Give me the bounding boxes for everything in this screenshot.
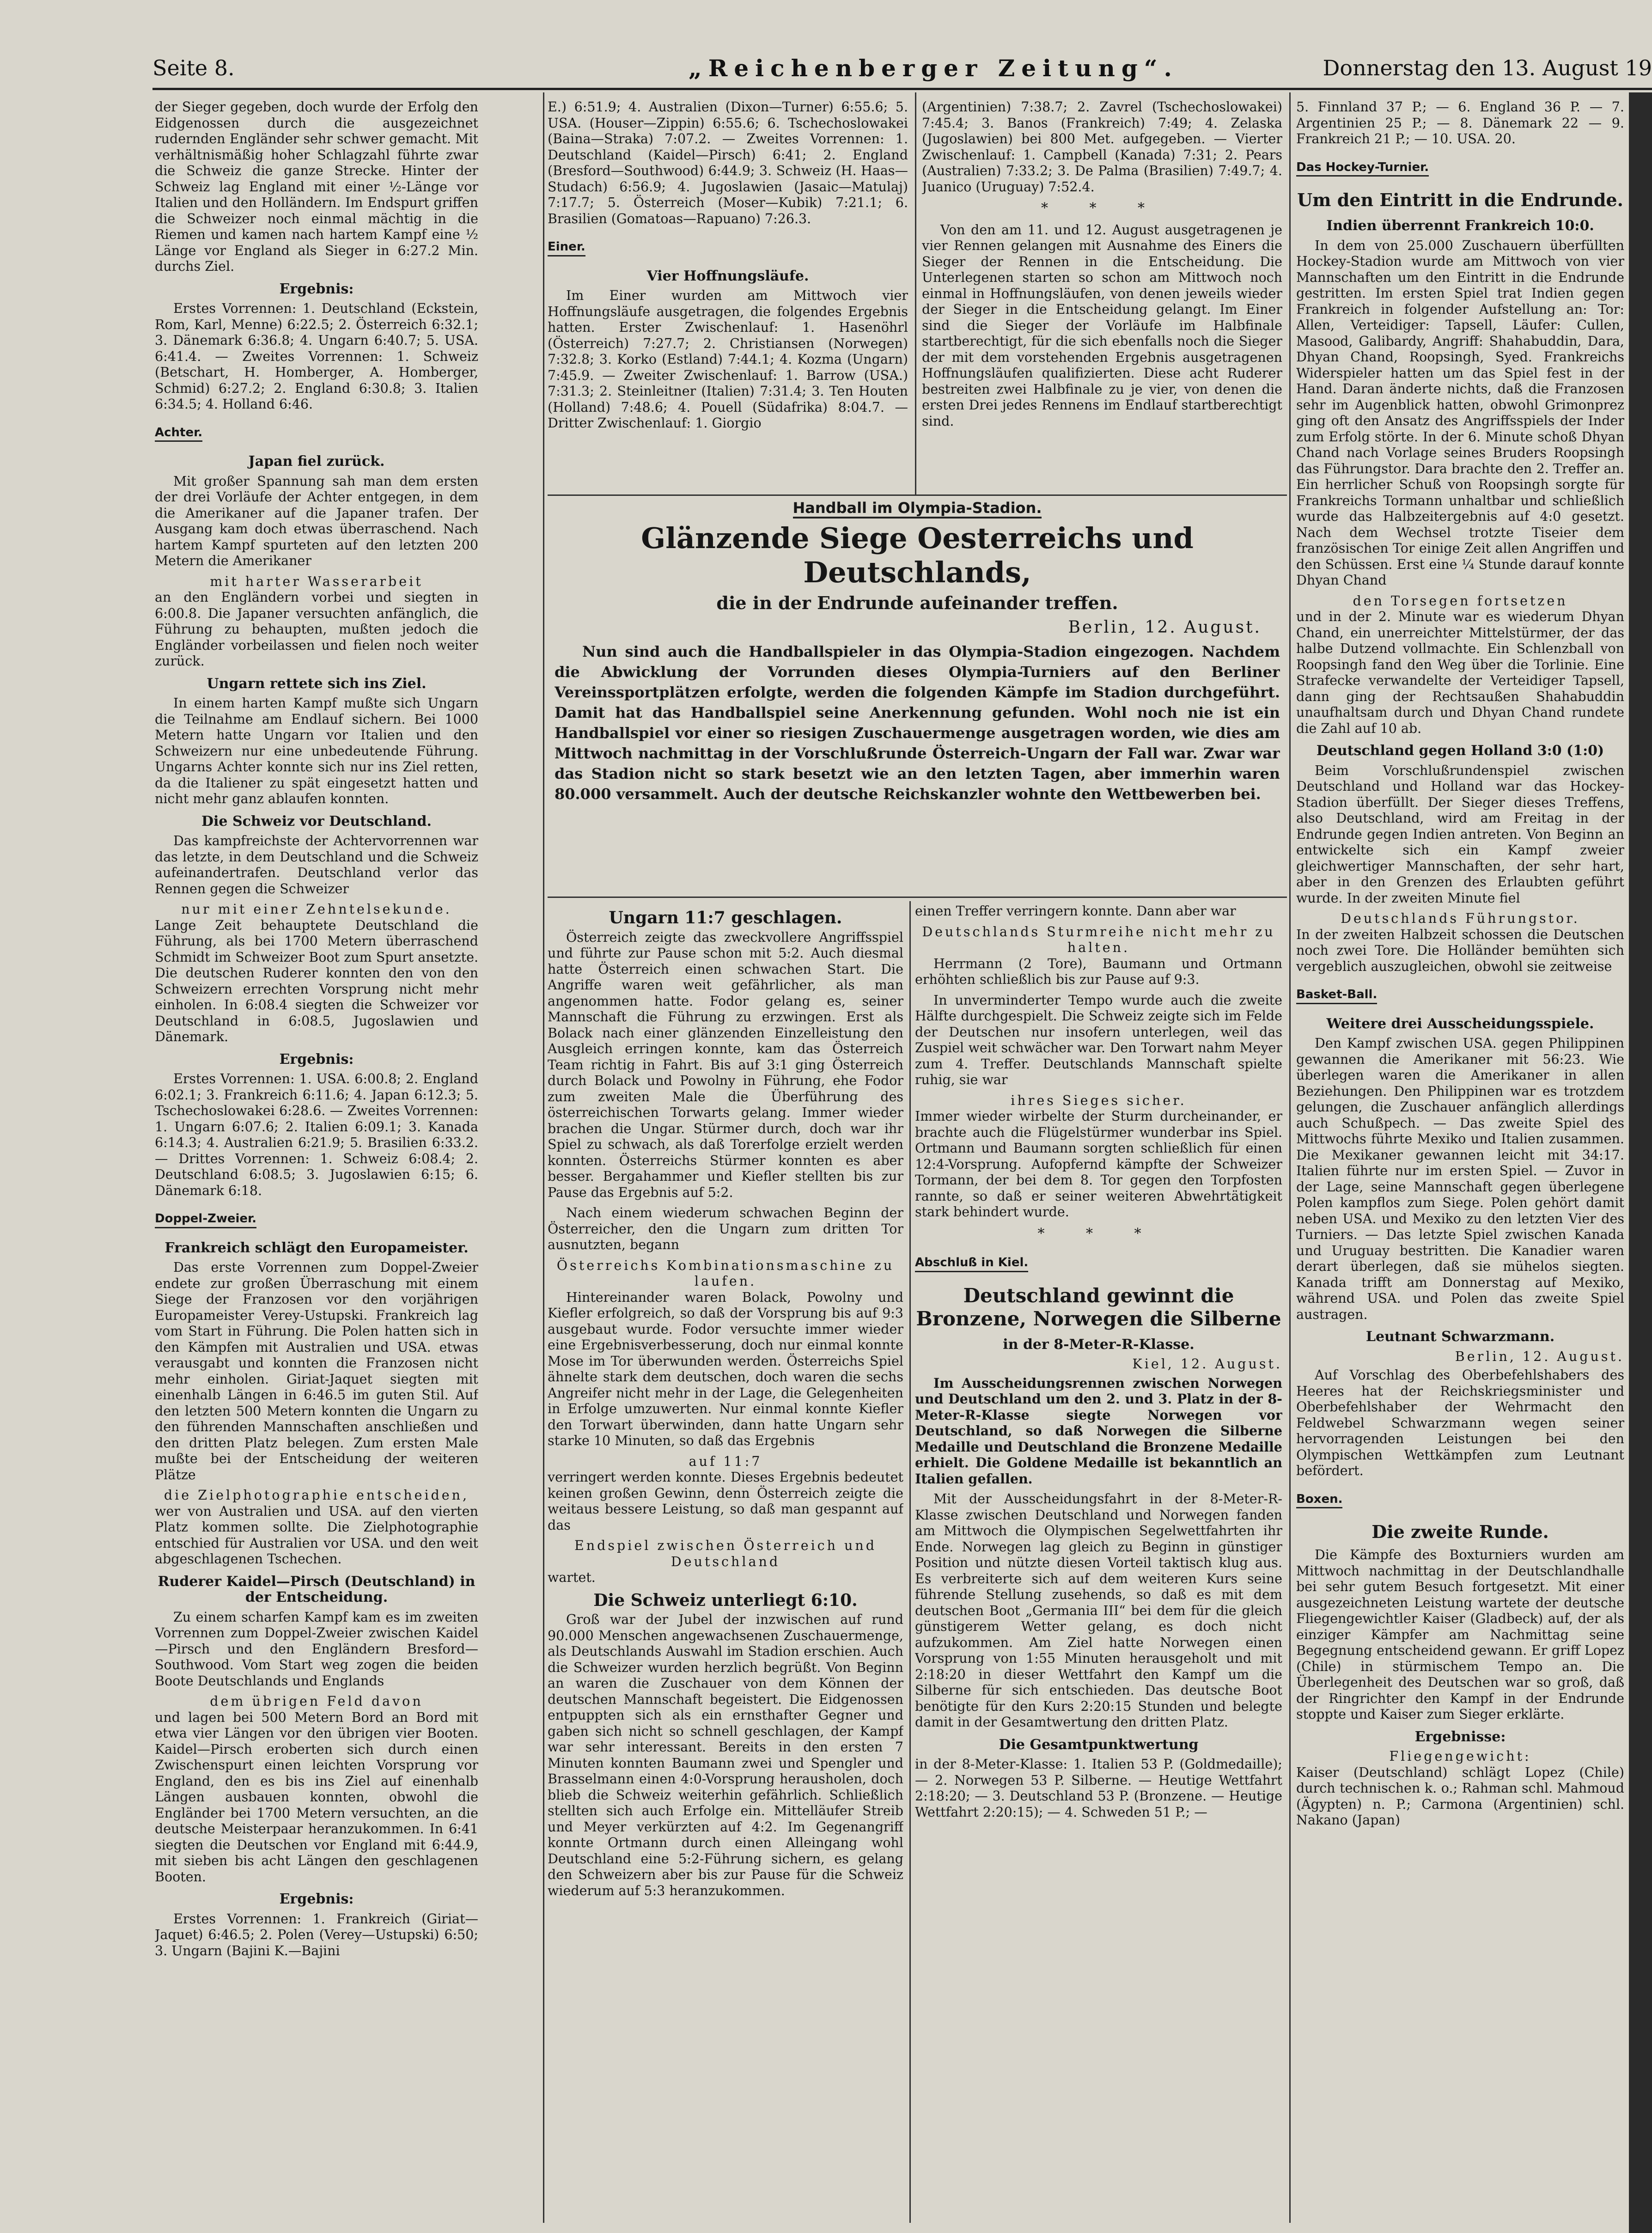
headline-schweiz-unterliegt: Die Schweiz unterliegt 6:10.	[593, 1590, 858, 1610]
article-text: Mit der Ausscheidungsfahrt in der 8-Meter-R-Klasse zwischen Deutschland und Norwegen fanden am Mittwoch die Olympischen Segelwettfahrten ihr Ende. Norwegen lag gleich zu Beginn in günstiger Position und nützte diesen Vorteil taktisch klug aus. Es verbreiterte sich auf dem weiteren Kurs seine führende Stellung zusehends, so daß es mit dem deutschen Boot „Germania III“ bei dem für die gleich günstigerem Wetter gelang, es doch nicht aufzukommen. Am Ziel hatte Norwegen einen Vorsprung von 1:55 Minuten herausgeholt und mit 2:18:20 in dieser Wettfahrt den Kampf um die Silberne für sich entschieden. Das deutsche Boot benötigte für den Kurs 2:20:15 Stunden und belegte damit in der Gesamtwertung den dritten Platz.	[915, 1491, 1282, 1730]
section-heading-einer: Einer.	[548, 239, 585, 256]
article-rule	[548, 494, 1287, 496]
headline-basket: Weitere drei Ausscheidungsspiele.	[1326, 1015, 1594, 1032]
subheadline-handball: die in der Endrunde aufeinander treffen.	[716, 592, 1118, 613]
result-label: Ergebnisse:	[1414, 1728, 1506, 1745]
dateline: Kiel, 12. August.	[1132, 1356, 1282, 1372]
spaced-line: Endspiel zwischen Österreich und Deutschland	[574, 1538, 877, 1569]
column-rule	[915, 92, 916, 494]
headline-ungarn-geschlagen: Ungarn 11:7 geschlagen.	[609, 908, 842, 927]
result-label: Ergebnis:	[279, 1891, 354, 1907]
headline-eintritt: Um den Eintritt in die Endrunde.	[1297, 189, 1623, 210]
article-text: Nach einem wiederum schwachen Beginn der Österreicher, den die Ungarn zum dritten Tor ausnutzten, begann	[548, 1205, 903, 1252]
spaced-line: den Torsegen fortsetzen	[1353, 593, 1568, 609]
article-text: Im Einer wurden am Mittwoch vier Hoffnungsläufe ausgetragen, die folgendes Ergebnis hatten. Erster Zwischenlauf: 1. Hasenöhrl (Österreich) 7:27.7; 2. Christiansen (Norwegen) 7:32.8; 3. Korko (Estland) 7:44.1; 4. Kozma (Ungarn) 7:45.9. — Zweiter Zwischenlauf: 1. Barrow (USA.) 7:31.3; 2. Steinleitner (Italien) 7:31.4; 3. Ten Houten (Holland) 7:48.6; 4. Pouell (Südafrika) 8:04.7. — Dritter Zwischenlauf: 1. Giorgio	[548, 288, 908, 431]
article-text: wartet.	[548, 1570, 596, 1585]
section-heading-achter: Achter.	[155, 425, 202, 442]
article-text: Zu einem scharfen Kampf kam es im zweiten Vorrennen zum Doppel-Zweier zwischen Kaidel—Pirsch und den Engländern Bresford—Southwood. Vom Start weg zogen die beiden Boote Deutschlands und Englands	[155, 1609, 478, 1689]
article-text: In dem von 25.000 Zuschauern überfüllten Hockey-Stadion wurde am Mittwoch von vier Mannschaften um den Eintritt in die Endrunde gestritten. Im ersten Spiel trat Indien gegen Frankreich in folgender Aufstellung an: Tor: Allen, Verteidiger: Tapsell, Läufer: Cullen, Masood, Galibardy, Angriff: Shahabuddin, Dara, Dhyan Chand, Roopsingh, Syed. Frankreichs Widerspieler hatten um das Spiel fest in der Hand. Daran änderte nichts, daß die Franzosen sehr im Augenblick hatten, obwohl Grimonprez ging oft den Ansatz des Angriffsspiels der Inder zum Erfolg störte. In der 6. Minute schoß Dhyan Chand nach Vorlage seines Bruders Roopsingh das Führungstor. Dara brachte den 2. Treffer an. Ein herrlicher Schuß von Roopsingh sorgte für Frankreichs Tormann unhaltbar und schließlich wurde das Halbzeitergebnis auf 4:0 gesetzt. Nach dem Wechsel trotzte Tiseier dem französischen Tor einige Zeit allen Angriffen und den Schüssen. Erst eine ¼ Stunde darauf konnte Dhyan Chand	[1296, 238, 1624, 588]
result-label: Ergebnis:	[279, 281, 354, 297]
column-1	[155, 99, 478, 2216]
article-text: In unverminderter Tempo wurde auch die zweite Hälfte durchgespielt. Die Schweiz zeigte sich im Felde der Deutschen nur insofern unterlegen, weil das Zuspiel weit schwächer war. Den Torwart nahm Meyer zum 4. Treffer. Deutschlands Mannschaft spielte ruhig, sie war	[915, 992, 1282, 1087]
article-text: Hintereinander waren Bolack, Powolny und Kiefler erfolgreich, so daß der Vorsprung bis auf 9:3 ausgebaut wurde. Fodor versuchte immer wieder eine Ergebnisverbesserung, doch nur einmal konnte Mose im Tor überwunden werden. Österreichs Spiel ähnelte stark dem deutschen, doch waren die sechs Angreifer nicht mehr in der Lage, die Gelegenheiten in Erfolge umzuwerten. Nur einmal konnte Kiefler den Torwart überwinden, dann hatte Ungarn sehr starke 10 Minuten, so daß das Ergebnis	[548, 1289, 903, 1448]
headline-runde: Die zweite Runde.	[1372, 1521, 1549, 1542]
article-text: In der zweiten Halbzeit schossen die Deutschen noch zwei Tore. Die Holländer bemühten sich vergeblich auszugleichen, obwohl sie zeitweise	[1296, 927, 1624, 974]
article-text: und lagen bei 500 Metern Bord an Bord mit etwa vier Längen vor den übrigen vier Booten. Kaidel—Pirsch eroberten sich durch einen Zwischenspurt einen leichten Vorsprung vor England, den es bis ins Ziel auf einenhalb Längen ausbauen konnten, obwohl die Engländer bei 1700 Metern versuchten, an die deutsche Meisterpaar heranzukommen. In 6:41 siegten die Deutschen vor England mit 6:44.9, mit sieben bis acht Längen den geschlagenen Booten.	[155, 1709, 478, 1885]
spaced-line: Deutschlands Sturmreihe nicht mehr zu halten.	[922, 924, 1275, 955]
article-text: In einem harten Kampf mußte sich Ungarn die Teilnahme am Endlauf sichern. Bei 1000 Metern hatte Ungarn vor Italien und den Schweizern nur eine unbedeutende Führung. Ungarns Achter konnte sich nur ins Ziel retten, da die Italiener zu spät eingesetzt hatten und nicht mehr ganz ablaufen konnten.	[155, 696, 478, 806]
article-text: wer von Australien und USA. auf den vierten Platz kommen sollte. Die Zielphotographie entschied für Australien vor USA. und den weit abgeschlagenen Tschechen.	[155, 1503, 478, 1567]
article-text: der Sieger gegeben, doch wurde der Erfolg den Eidgenossen durch die ausgezeichnet rudernden Engländer sehr schwer gemacht. Mit verhältnismäßig hoher Schlagzahl führte zwar die Schweiz die ganze Strecke. Hinter der Schweiz lag England mit einer ½-Länge vor Italien und den Holländern. Im Endspurt griffen die Schweizer noch einmal mächtig in die Riemen und kamen nach hartem Kampf eine ½ Länge vor England als Sieger in 6:27.2 Min. durchs Ziel.	[155, 99, 478, 274]
column-rule	[543, 92, 544, 2223]
headline-frankreich: Frankreich schlägt den Europameister.	[165, 1239, 469, 1256]
headline-hoffnung: Vier Hoffnungsläufe.	[646, 268, 809, 284]
article-text: Österreich zeigte das zweckvollere Angriffsspiel und führte zur Pause schon mit 5:2. Auch diesmal hatte Österreich einen schwachen Start. Die Angriffe waren weit gefährlicher, als man angenommen hatte. Fodor gelang es, seiner Mannschaft die Führung zu erzwingen. Erst als Bolack nach einer glänzenden Einzelleistung den Ausgleich erringen konnte, kam das Österreich Team richtig in Fahrt. Bis auf 3:1 ging Österreich durch Bolack und Powolny in Führung, ehe Fodor zum zweiten Male die Überführung des österreichischen Torwarts gelang. Immer wieder brachen die Ungar. Stürmer durch, doch war ihr Spiel zu schwach, als daß Torerfolge erzielt werden konnten. Österreichs Stürmer konnten es aber besser. Bergahammer und Kiefler stellten bis zur Pause das Ergebnis auf 5:2.	[548, 929, 903, 1200]
column-2	[548, 99, 908, 469]
spaced-line: mit harter Wasserarbeit	[210, 574, 423, 589]
spaced-line: nur mit einer Zehntelsekunde.	[181, 902, 452, 917]
result-text: 5. Finnland 37 P.; — 6. England 36 P. — 7. Argentinien 25 P.; — 8. Dänemark 22 — 9. Frankreich 21 P.; — 10. USA. 20.	[1296, 99, 1624, 146]
result-text: Erstes Vorrennen: 1. Deutschland (Eckstein, Rom, Karl, Menne) 6:22.5; 2. Österreich 6:32.1; 3. Dänemark 6:36.8; 4. Ungarn 6:40.7; 5. USA. 6:41.4. — Zweites Vorrennen: 1. Schweiz (Betschart, H. Homberger, A. Homberger, Schmid) 6:27.2; 2. England 6:30.8; 3. Italien 6:34.5; 4. Holland 6:46.	[155, 301, 478, 412]
spaced-line: dem übrigen Feld davon	[210, 1694, 423, 1709]
headline-schwarzmann: Leutnant Schwarzmann.	[1365, 1329, 1555, 1345]
headline-bronze: Deutschland gewinnt die Bronzene, Norwegen die Silberne	[916, 1284, 1281, 1330]
column-rule	[909, 901, 911, 2223]
column-5	[915, 903, 1282, 2225]
scan-edge	[1629, 92, 1652, 2233]
result-text: Kaiser (Deutschland) schlägt Lopez (Chile) durch technischen k. o.; Rahman schl. Mahmoud (Ägypten) n. P.; Carmona (Argentinien) schl. Nakano (Japan)	[1296, 1764, 1624, 1828]
result-text: Erstes Vorrennen: 1. Frankreich (Giriat—Jaquet) 6:46.5; 2. Polen (Verey—Ustupski) 6:50; 3. Ungarn (Bajini K.—Bajini	[155, 1911, 478, 1958]
separator-stars: * * *	[1041, 200, 1164, 216]
weight-class-label: Fliegengewicht:	[1389, 1749, 1531, 1764]
page-header	[152, 51, 1652, 90]
headline-indien: Indien überrennt Frankreich 10:0.	[1326, 218, 1594, 234]
result-label: Ergebnis:	[279, 1051, 354, 1068]
headline-gesamt: Die Gesamtpunktwertung	[999, 1736, 1199, 1753]
section-heading-handball: Handball im Olympia-Stadion.	[555, 499, 1280, 517]
dateline: Berlin, 12. August.	[1068, 618, 1262, 637]
section-heading-kiel: Abschluß in Kiel.	[915, 1255, 1028, 1272]
separator-stars: * * *	[1037, 1225, 1160, 1242]
article-text: Das erste Vorrennen zum Doppel-Zweier endete zur großen Überraschung mit einem Siege der Franzosen vor den vorjährigen Europameister Verey-Ustupski. Frankreich lag vom Start in Führung. Die Polen hatten sich in den Kämpfen mit Australien und USA. etwas verausgabt und konnten die Franzosen nicht mehr einholen. Giriat-Jaquet siegten mit einenhalb Längen in 6:46.5 im guten Stil. Auf den letzten 500 Metern konnten die Ungarn zu den führenden Mannschaften anschließen und den dritten Platz belegen. Zum ersten Male mußte bei der Entscheidung der weiteren Plätze	[155, 1260, 478, 1483]
result-text: E.) 6:51.9; 4. Australien (Dixon—Turner) 6:55.6; 5. USA. (Houser—Zippin) 6:55.6; 6. Tschechoslowakei (Baina—Straka) 7:07.2. — Zweites Vorrennen: 1. Deutschland (Kaidel—Pirsch) 6:41; 2. England (Bresford—Southwood) 6:44.9; 3. Schweiz (H. Haas—Studach) 6:56.9; 4. Jugoslawien (Jasaic—Matulaj) 7:17.7; 5. Österreich (Moser—Kubik) 7:21.1; 6. Brasilien (Gomatoas—Rapuano) 7:26.3.	[548, 99, 908, 226]
lead-paragraph: Im Ausscheidungsrennen zwischen Norwegen und Deutschland um den 2. und 3. Platz in der 8-Meter-R-Klasse siegte Norwegen vor Deutschland, so daß Norwegen die Silberne Medaille und Deutschland die Bronzene Medaille erhielt. Die Goldene Medaille ist bekanntlich an Italien gefallen.	[915, 1375, 1282, 1487]
headline-handball: Glänzende Siege Oesterreichs und Deutschlands,	[641, 521, 1194, 589]
spaced-line: die Zielphotographie entscheiden,	[164, 1488, 469, 1503]
section-heading-boxen: Boxen.	[1296, 1491, 1342, 1509]
headline-schweiz: Die Schweiz vor Deutschland.	[201, 813, 432, 830]
section-heading-hockey: Das Hockey-Turnier.	[1296, 159, 1429, 177]
column-rule	[1289, 92, 1291, 2223]
article-text: Groß war der Jubel der inzwischen auf rund 90.000 Menschen angewachsenen Zuschauermenge, als Deutschlands Auswahl im Stadion erschien. Auch die Schweizer wurden herzlich begrüßt. Von Beginn an waren die Zuschauer von dem Können der deutschen Mannschaft begeistert. Die Eidgenossen entpuppten sich als ein ernsthafter Gegner und gaben sich nicht so schnell geschlagen, der Kampf war sehr interessant. Bereits in den ersten 7 Minuten konnten Baumann zwei und Spengler und Brasselmann einen 4:0-Vorsprung herausholen, doch blieb die Schweiz weiterhin gefährlich. Schließlich stellten sich auch Erfolge ein. Mittelläufer Streib und Meyer verkürzten auf 4:2. Im Gegenangriff konnte Ortmann durch einen Alleingang wohl Deutschland eine 5:2-Führung sichern, es gelang den Schweizern aber bis zur Pause für die Schweiz wiederum auf 5:3 heranzukommen.	[548, 1612, 903, 1898]
article-text: Auf Vorschlag des Oberbefehlshabers des Heeres hat der Reichskriegsminister und Oberbefehlshaber der Wehrmacht den Feldwebel Schwarzmann wegen seiner hervorragenden Leistungen bei den Olympischen Wettkämpfen zum Leutnant befördert.	[1296, 1367, 1624, 1478]
result-text: in der 8-Meter-Klasse: 1. Italien 53 P. (Goldmedaille); — 2. Norwegen 53 P. Silberne. — Heutige Wettfahrt 2:18:20; — 3. Deutschland 53 P. (Bronzene. — Heutige Wettfahrt 2:20:15); — 4. Schweden 51 P.; —	[915, 1757, 1282, 1820]
issue-date: Donnerstag den 13. August 19	[1323, 55, 1652, 80]
spaced-line: auf 11:7	[689, 1453, 762, 1469]
spaced-line: Deutschlands Führungstor.	[1341, 911, 1580, 926]
article-text: verringert werden konnte. Dieses Ergebnis bedeutet keinen großen Gewinn, denn Österreich zeigte die weitaus bessere Leistung, so daß man gespannt auf das	[548, 1470, 903, 1533]
article-text: Herrmann (2 Tore), Baumann und Ortmann erhöhten schließlich bis zur Pause auf 9:3.	[915, 956, 1282, 987]
column-4	[548, 903, 903, 2225]
dateline: Berlin, 12. August.	[1455, 1348, 1624, 1364]
article-text: Von den am 11. und 12. August ausgetragenen je vier Rennen gelangen mit Ausnahme des Einers die Sieger der Rennen in die Entscheidung. Die Unterlegenen starten so schon am Mittwoch noch einmal in Hoffnungsläufen, von denen jeweils wieder der Sieger in die Entscheidung gelangt. Im Einer sind die Sieger der Vorläufe im Halbfinale startberechtigt, für die sich ebenfalls noch die Sieger der mit dem vorstehenden Ergebnis ausgetragenen Hoffnungsläufen qualifizierten. Diese acht Ruderer bestreiten zwei Halbfinale zu je vier, von denen die ersten Drei jedes Rennens im Endlauf startberechtigt sind.	[922, 222, 1282, 429]
subheadline-klasse: in der 8-Meter-R-Klasse.	[1003, 1336, 1195, 1353]
article-text: Den Kampf zwischen USA. gegen Philippinen gewannen die Amerikaner mit 56:23. Wie überlegen waren die Amerikaner in allen Beziehungen. Den Philippinen war es trotzdem gelungen, die Zuschauer anfänglich allerdings auch Schußpech. — Das zweite Spiel des Mittwochs führte Mexiko und Italien zusammen. Die Mexikaner gewannen leicht mit 34:17. Italien führte nur im ersten Spiel. — Zuvor in der Lage, seine Mannschaft gegen überlegene Polen kampflos zum Siege. Polen gehört damit neben USA. und Mexiko zu den letzten Vier des Turniers. — Das letzte Spiel zwischen Kanada und Uruguay bestritten. Die Kanadier waren derart überlegen, daß sie mühelos siegten. Kanada trifft am Donnerstag auf Mexiko, während USA. und Polen das zweite Spiel austragen.	[1296, 1036, 1624, 1322]
article-text: Lange Zeit behauptete Deutschland die Führung, als bei 1700 Metern überraschend Schmidt im Schweizer Boot zum Spurt ansetzte. Die deutschen Ruderer konnten den von den Schweizern errechten Vorsprung nicht mehr einholen. In 6:08.4 siegten die Schweizer vor Deutschland in 6:08.5, Jugoslawien und Dänemark.	[155, 917, 478, 1044]
article-text: Mit großer Spannung sah man dem ersten der drei Vorläufe der Achter entgegen, in dem die Amerikaner auf die Japaner trafen. Der Ausgang kam doch etwas überraschend. Nach hartem Kampf spurteten auf den letzten 200 Metern die Amerikaner	[155, 473, 478, 568]
headline-ungarn: Ungarn rettete sich ins Ziel.	[207, 675, 427, 692]
article-rule	[548, 897, 1287, 898]
spaced-line: Österreichs Kombinationsmaschine zu laufen.	[556, 1257, 895, 1289]
section-heading-basket: Basket-Ball.	[1296, 987, 1377, 1004]
article-text: Das kampfreichste der Achtervorrennen war das letzte, in dem Deutschland und die Schweiz aufeinandertrafen. Deutschland verlor das Rennen gegen die Schweizer	[155, 833, 478, 897]
headline-kaidel: Ruderer Kaidel—Pirsch (Deutschland) in der Entscheidung.	[158, 1573, 475, 1605]
article-text: und in der 2. Minute war es wiederum Dhyan Chand, ein unerreichter Mittelstürmer, der das halbe Dutzend vollmachte. Ein Schlenzball von Roopsingh fand den Weg über die Torlinie. Eine Strafecke verwandelte der Verteidiger Tapsell, dann ging der Rechtsaußen Shahabuddin unaufhaltsam durch und Dhyan Chand rundete die Zahl auf 10 ab.	[1296, 609, 1624, 736]
article-text: Die Kämpfe des Boxturniers wurden am Mittwoch nachmittag in der Deutschlandhalle bei sehr gutem Besuch fortgesetzt. Mit einer ausgezeichneten Leistung wartete der deutsche Fliegengewichtler Kaiser (Gladbeck) auf, der als einziger Kämpfer am Nachmittag seine Begegnung entscheidend gewann. Er griff Lopez (Chile) in stürmischem Tempo an. Die Überlegenheit des Deutschen war so groß, daß der Ringrichter den Kampf in der Endrunde stoppte und Kaiser zum Sieger erklärte.	[1296, 1547, 1624, 1722]
section-heading-doppel: Doppel-Zweier.	[155, 1211, 256, 1228]
article-text: einen Treffer verringern konnte. Dann aber war	[915, 903, 1236, 919]
article-text: an den Engländern vorbei und siegten in 6:00.8. Die Japaner versuchten anfänglich, die Führung zu behaupten, mußten jedoch die Engländer vorbeilassen und fielen noch weiter zurück.	[155, 590, 478, 669]
headline-japan: Japan fiel zurück.	[248, 453, 385, 470]
result-text: Erstes Vorrennen: 1. USA. 6:00.8; 2. England 6:02.1; 3. Frankreich 6:11.6; 4. Japan 6:12.3; 5. Tschechoslowakei 6:28.6. — Zweites Vorrennen: 1. Ungarn 6:07.6; 2. Italien 6:09.1; 3. Kanada 6:14.3; 4. Australien 6:21.9; 5. Brasilien 6:33.2. — Drittes Vorrennen: 1. Schweiz 6:08.4; 2. Deutschland 6:08.5; 3. Jugoslawien 6:15; 6. Dänemark 6:18.	[155, 1071, 478, 1198]
lead-paragraph: Nun sind auch die Handballspieler in das Olympia-Stadion eingezogen. Nachdem die Abwicklung der Vorrunden dieses Olympia-Turniers auf den Berliner Vereinssportplätzen erfolgte, werden die folgenden Kämpfe im Stadion durchgeführt. Damit hat das Handballspiel seine Anerkennung gefunden. Wohl noch nie ist ein Handballspiel vor einer so riesigen Zuschauermenge ausgetragen worden, wie dies am Mittwoch nachmittag in der Vorschlußrunde Österreich-Ungarn der Fall war. Zwar war das Stadion nicht so stark besetzt wie an den letzten Tagen, aber immerhin waren 80.000 versammelt. Auch der deutsche Reichskanzler wohnte den Wettbewerben bei.	[555, 643, 1280, 803]
article-text: Immer wieder wirbelte der Sturm durcheinander, er brachte auch die Flügelstürmer wunderbar ins Spiel. Ortmann und Baumann sorgten schließlich für einen 12:4-Vorsprung. Aufopfernd kämpfte der Schweizer Tormann, der bei dem 8. Tor gegen den Torpfosten rannte, so daß er seiner weiteren Abwehrtätigkeit stark behindert wurde.	[915, 1109, 1282, 1220]
handball-article	[555, 499, 1280, 897]
headline-holland: Deutschland gegen Holland 3:0 (1:0)	[1316, 743, 1604, 759]
masthead: „Reichenberger Zeitung“.	[689, 55, 1178, 82]
column-6	[1296, 99, 1624, 2225]
article-text: Beim Vorschlußrundenspiel zwischen Deutschland und Holland war das Hockey-Stadion überfüllt. Der Sieger dieses Treffens, also Deutschland, wird am Freitag in der Endrunde gegen Indien antreten. Von Beginn an entwickelte sich ein Kampf zweier gleichwertiger Mannschaften, der sehr hart, aber in den Grenzen des Erlaubten geführt wurde. In der zweiten Minute fiel	[1296, 763, 1624, 906]
result-text: (Argentinien) 7:38.7; 2. Zavrel (Tschechoslowakei) 7:45.4; 3. Banos (Frankreich) 7:49; 4. Zelaska (Jugoslawien) bei 800 Met. aufgegeben. — Vierter Zwischenlauf: 1. Campbell (Kanada) 7:31; 2. Pears (Australien) 7:33.2; 3. De Palma (Brasilien) 7:49.7; 4. Juanico (Uruguay) 7:52.4.	[922, 99, 1282, 195]
page-number: Seite 8.	[152, 55, 235, 80]
column-3	[922, 99, 1282, 478]
spaced-line: ihres Sieges sicher.	[1011, 1092, 1187, 1108]
